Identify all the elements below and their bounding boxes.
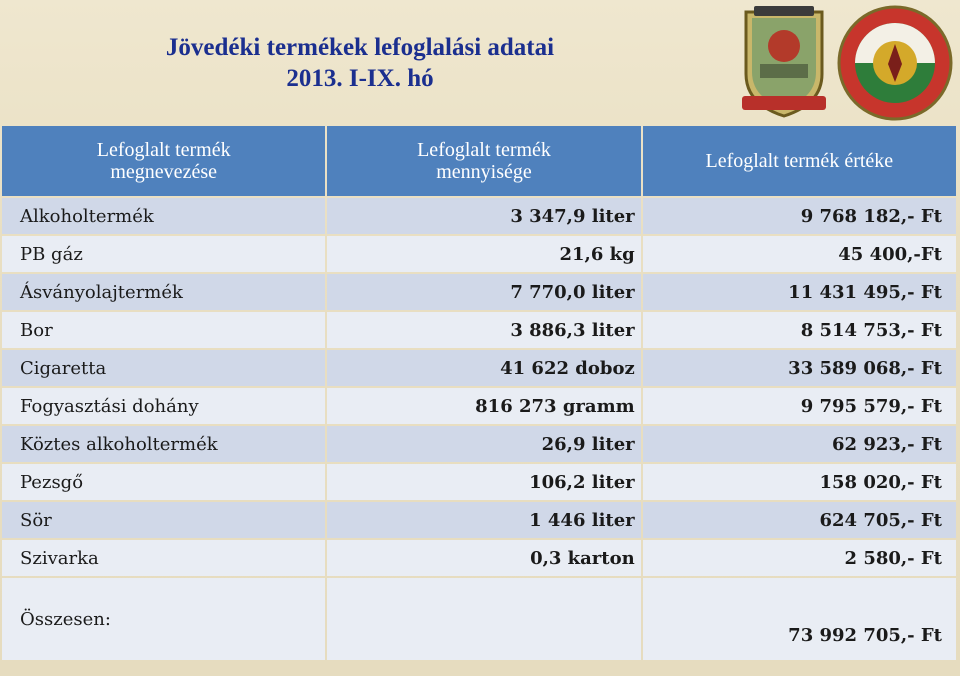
table-row (2, 540, 956, 576)
product-value: 2 580,- Ft (643, 540, 956, 576)
table-row (2, 464, 956, 500)
product-value: 8 514 753,- Ft (643, 312, 956, 348)
table-row (2, 312, 956, 348)
product-quantity: 7 770,0 liter (327, 274, 640, 310)
total-row (2, 578, 956, 660)
table-row (2, 502, 956, 538)
product-value: 9 768 182,- Ft (643, 198, 956, 234)
product-value: 33 589 068,- Ft (643, 350, 956, 386)
title-line-1: Jövedéki termékek lefoglalási adatai (165, 34, 555, 61)
table-row (2, 388, 956, 424)
product-name: Köztes alkoholtermék (2, 426, 325, 462)
directorate-shield-logo (740, 4, 828, 120)
product-name: Sör (2, 502, 325, 538)
header-value: Lefoglalt termék értéke (643, 126, 956, 196)
product-value: 11 431 495,- Ft (643, 274, 956, 310)
product-name: Cigaretta (2, 350, 325, 386)
product-name: Fogyasztási dohány (2, 388, 325, 424)
product-quantity: 26,9 liter (327, 426, 640, 462)
product-name: Alkoholtermék (2, 198, 325, 234)
product-value: 62 923,- Ft (643, 426, 956, 462)
title-line-2: 2013. I-IX. hó (286, 65, 434, 92)
product-quantity: 1 446 liter (327, 502, 640, 538)
table-row (2, 350, 956, 386)
product-value: 45 400,-Ft (643, 236, 956, 272)
total-value: 73 992 705,- Ft (643, 578, 956, 660)
product-value: 158 020,- Ft (643, 464, 956, 500)
product-name: Pezsgő (2, 464, 325, 500)
product-quantity: 816 273 gramm (327, 388, 640, 424)
total-label: Összesen: (2, 578, 325, 660)
product-name: Ásványolajtermék (2, 274, 325, 310)
product-quantity: 0,3 karton (327, 540, 640, 576)
seizure-data-table (0, 124, 958, 662)
product-quantity: 21,6 kg (327, 236, 640, 272)
page-title (110, 32, 610, 94)
product-quantity: 3 886,3 liter (327, 312, 640, 348)
table-header-row (2, 126, 956, 196)
logos (730, 0, 960, 125)
product-name: PB gáz (2, 236, 325, 272)
total-quantity-empty (327, 578, 640, 660)
header-product-name: Lefoglalt termék megnevezése (2, 126, 325, 196)
table-row (2, 198, 956, 234)
header-quantity: Lefoglalt termék mennyisége (327, 126, 640, 196)
product-value: 624 705,- Ft (643, 502, 956, 538)
product-name: Szivarka (2, 540, 325, 576)
product-value: 9 795 579,- Ft (643, 388, 956, 424)
table-row (2, 274, 956, 310)
table-row (2, 236, 956, 272)
table-row (2, 426, 956, 462)
tax-customs-emblem-logo (836, 4, 954, 122)
product-name: Bor (2, 312, 325, 348)
product-quantity: 41 622 doboz (327, 350, 640, 386)
product-quantity: 106,2 liter (327, 464, 640, 500)
product-quantity: 3 347,9 liter (327, 198, 640, 234)
